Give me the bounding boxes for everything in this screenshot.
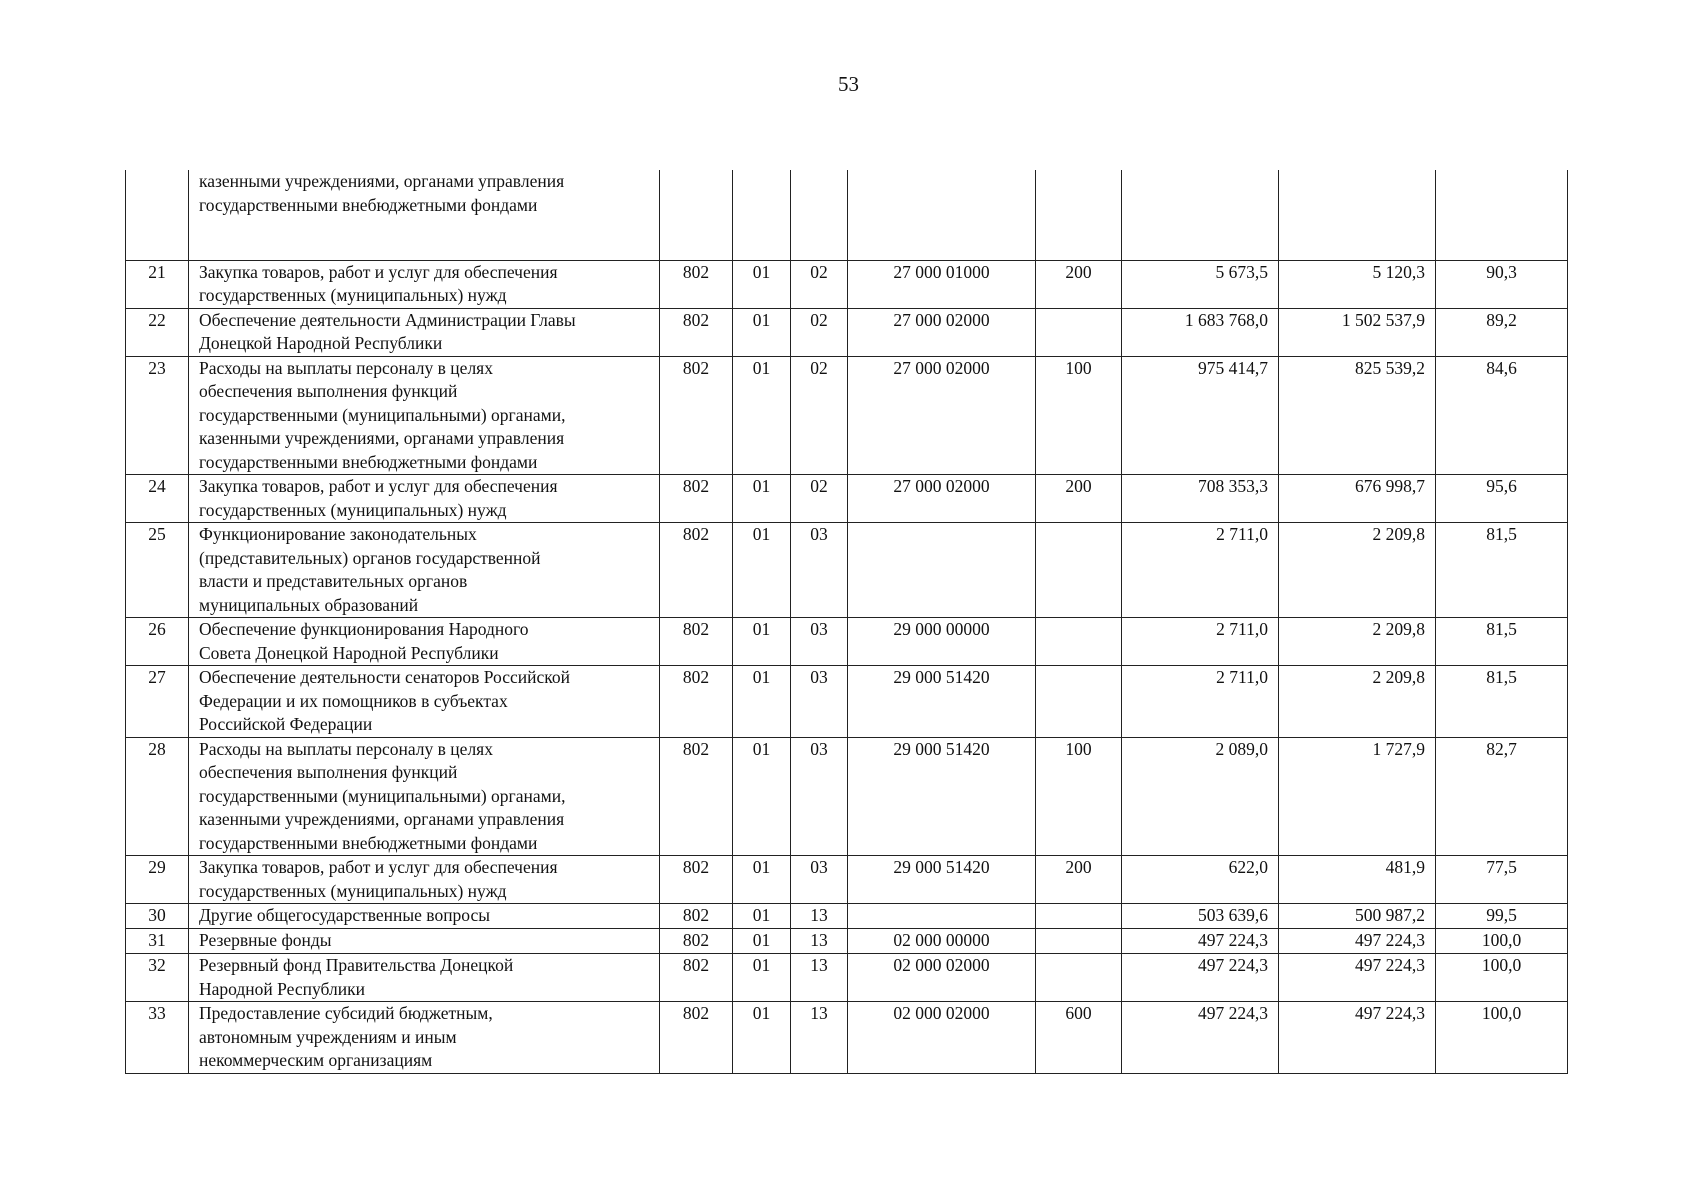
row-number-cell: 24	[126, 475, 189, 523]
expense-name-line: Закупка товаров, работ и услуг для обеспечения	[199, 476, 558, 496]
planned-amount-cell	[1122, 170, 1279, 260]
row-number-cell: 30	[126, 904, 189, 929]
expense-type-cell: 100	[1036, 356, 1122, 475]
execution-percent-cell: 89,2	[1436, 308, 1568, 356]
planned-amount-cell: 708 353,3	[1122, 475, 1279, 523]
target-article-cell: 27 000 01000	[848, 260, 1036, 308]
grbs-code-cell: 802	[660, 260, 733, 308]
actual-amount-cell: 1 502 537,9	[1279, 308, 1436, 356]
execution-percent-cell: 84,6	[1436, 356, 1568, 475]
subsection-code-cell: 13	[791, 954, 848, 1002]
target-article-cell: 29 000 00000	[848, 618, 1036, 666]
section-code-cell: 01	[733, 1002, 791, 1074]
expense-name-line: (представительных) органов государственной	[199, 547, 541, 568]
actual-amount-cell: 2 209,8	[1279, 523, 1436, 618]
row-number-cell: 33	[126, 1002, 189, 1074]
expense-name-line: Совета Донецкой Народной Республики	[199, 642, 499, 663]
expense-name-cell	[189, 308, 660, 356]
subsection-code-cell: 13	[791, 929, 848, 954]
expense-name-line: Резервные фонды	[199, 930, 332, 950]
execution-percent-cell: 100,0	[1436, 1002, 1568, 1074]
planned-amount-cell: 622,0	[1122, 856, 1279, 904]
expense-name-line: государственными (муниципальными) органами,	[199, 404, 566, 425]
expense-name-cell	[189, 260, 660, 308]
row-number-cell: 28	[126, 737, 189, 856]
target-article-cell	[848, 904, 1036, 929]
section-code-cell: 01	[733, 618, 791, 666]
expense-type-cell	[1036, 170, 1122, 260]
row-number-cell: 22	[126, 308, 189, 356]
table-body	[126, 170, 1568, 1073]
expense-name-line: Расходы на выплаты персоналу в целях	[199, 738, 493, 759]
target-article-cell	[848, 170, 1036, 260]
actual-amount-cell: 500 987,2	[1279, 904, 1436, 929]
expense-name-line: Предоставление субсидий бюджетным,	[199, 1003, 493, 1023]
section-code-cell: 01	[733, 929, 791, 954]
expense-name-line: автономным учреждениям и иным	[199, 1026, 457, 1047]
expense-type-cell	[1036, 954, 1122, 1002]
expense-name-line: обеспечения выполнения функций	[199, 381, 458, 401]
planned-amount-cell: 497 224,3	[1122, 954, 1279, 1002]
expense-name-line: Народной Республики	[199, 978, 365, 999]
expense-name-cell	[189, 954, 660, 1002]
table-row	[126, 1002, 1568, 1074]
grbs-code-cell: 802	[660, 1002, 733, 1074]
expense-type-cell: 200	[1036, 856, 1122, 904]
planned-amount-cell: 975 414,7	[1122, 356, 1279, 475]
section-code-cell: 01	[733, 856, 791, 904]
expense-name-line: казенными учреждениями, органами управления	[199, 171, 565, 191]
expense-type-cell: 100	[1036, 737, 1122, 856]
planned-amount-cell: 497 224,3	[1122, 1002, 1279, 1074]
table-row	[126, 856, 1568, 904]
planned-amount-cell: 2 711,0	[1122, 523, 1279, 618]
expense-type-cell: 200	[1036, 475, 1122, 523]
expense-name-line: государственными внебюджетными фондами	[199, 832, 538, 853]
expense-type-cell	[1036, 929, 1122, 954]
expense-name-line: власти и представительных органов	[199, 571, 468, 591]
row-number-cell: 26	[126, 618, 189, 666]
execution-percent-cell: 81,5	[1436, 618, 1568, 666]
expense-name-line: государственных (муниципальных) нужд	[199, 499, 507, 520]
grbs-code-cell: 802	[660, 618, 733, 666]
section-code-cell: 01	[733, 904, 791, 929]
section-code-cell: 01	[733, 475, 791, 523]
planned-amount-cell: 5 673,5	[1122, 260, 1279, 308]
expense-name-cell	[189, 618, 660, 666]
grbs-code-cell: 802	[660, 904, 733, 929]
actual-amount-cell: 825 539,2	[1279, 356, 1436, 475]
execution-percent-cell: 81,5	[1436, 666, 1568, 738]
execution-percent-cell: 95,6	[1436, 475, 1568, 523]
expense-name-line: государственных (муниципальных) нужд	[199, 285, 507, 305]
target-article-cell: 29 000 51420	[848, 666, 1036, 738]
actual-amount-cell: 481,9	[1279, 856, 1436, 904]
execution-percent-cell	[1436, 170, 1568, 260]
row-number-cell: 31	[126, 929, 189, 954]
grbs-code-cell: 802	[660, 737, 733, 856]
expense-name-line: Обеспечение деятельности Администрации Главы	[199, 309, 576, 330]
expense-name-line: обеспечения выполнения функций	[199, 762, 458, 782]
expense-name-line: Закупка товаров, работ и услуг для обеспечения	[199, 261, 558, 282]
subsection-code-cell: 02	[791, 308, 848, 356]
row-number-cell: 21	[126, 260, 189, 308]
table-row	[126, 475, 1568, 523]
expense-name-line: Функционирование законодательных	[199, 524, 477, 544]
table-row	[126, 737, 1568, 856]
target-article-cell: 27 000 02000	[848, 308, 1036, 356]
expense-name-cell	[189, 904, 660, 929]
expense-type-cell: 600	[1036, 1002, 1122, 1074]
expense-name-line: Другие общегосударственные вопросы	[199, 905, 491, 925]
grbs-code-cell: 802	[660, 356, 733, 475]
expense-type-cell	[1036, 308, 1122, 356]
expense-name-line: Федерации и их помощников в субъектах	[199, 690, 508, 711]
expense-name-line: Закупка товаров, работ и услуг для обеспечения	[199, 857, 558, 877]
execution-percent-cell: 100,0	[1436, 929, 1568, 954]
section-code-cell: 01	[733, 523, 791, 618]
row-number-cell: 25	[126, 523, 189, 618]
target-article-cell: 27 000 02000	[848, 356, 1036, 475]
section-code-cell	[733, 170, 791, 260]
target-article-cell: 27 000 02000	[848, 475, 1036, 523]
planned-amount-cell: 497 224,3	[1122, 929, 1279, 954]
actual-amount-cell: 5 120,3	[1279, 260, 1436, 308]
expense-name-line: Обеспечение деятельности сенаторов Российской	[199, 667, 570, 687]
expense-name-cell	[189, 1002, 660, 1074]
section-code-cell: 01	[733, 666, 791, 738]
table-row	[126, 308, 1568, 356]
actual-amount-cell	[1279, 170, 1436, 260]
expense-name-line: казенными учреждениями, органами управления	[199, 428, 565, 448]
table-row	[126, 618, 1568, 666]
subsection-code-cell: 03	[791, 523, 848, 618]
table-row	[126, 523, 1568, 618]
page-number: 53	[838, 72, 859, 96]
execution-percent-cell: 82,7	[1436, 737, 1568, 856]
expense-name-line: казенными учреждениями, органами управления	[199, 809, 565, 829]
target-article-cell: 29 000 51420	[848, 737, 1036, 856]
expense-name-line: государственными (муниципальными) органами,	[199, 785, 566, 806]
grbs-code-cell	[660, 170, 733, 260]
expense-name-line: некоммерческим организациям	[199, 1050, 433, 1070]
grbs-code-cell: 802	[660, 954, 733, 1002]
actual-amount-cell: 497 224,3	[1279, 954, 1436, 1002]
planned-amount-cell: 2 711,0	[1122, 666, 1279, 738]
section-code-cell: 01	[733, 260, 791, 308]
expense-name-line: Донецкой Народной Республики	[199, 333, 443, 353]
section-code-cell: 01	[733, 308, 791, 356]
expense-type-cell	[1036, 904, 1122, 929]
expense-type-cell	[1036, 523, 1122, 618]
expense-name-cell	[189, 523, 660, 618]
expense-name-line: муниципальных образований	[199, 594, 419, 615]
subsection-code-cell: 02	[791, 260, 848, 308]
actual-amount-cell: 497 224,3	[1279, 1002, 1436, 1074]
target-article-cell	[848, 523, 1036, 618]
execution-percent-cell: 99,5	[1436, 904, 1568, 929]
subsection-code-cell: 13	[791, 1002, 848, 1074]
subsection-code-cell: 03	[791, 618, 848, 666]
execution-percent-cell: 90,3	[1436, 260, 1568, 308]
execution-percent-cell: 77,5	[1436, 856, 1568, 904]
expense-type-cell: 200	[1036, 260, 1122, 308]
target-article-cell: 02 000 02000	[848, 954, 1036, 1002]
section-code-cell: 01	[733, 356, 791, 475]
section-code-cell: 01	[733, 954, 791, 1002]
subsection-code-cell: 03	[791, 737, 848, 856]
expense-name-cell	[189, 737, 660, 856]
expense-name-cell	[189, 856, 660, 904]
table-row	[126, 929, 1568, 954]
table-row	[126, 170, 1568, 260]
row-number-cell: 23	[126, 356, 189, 475]
row-number-cell: 32	[126, 954, 189, 1002]
table-row	[126, 356, 1568, 475]
actual-amount-cell: 1 727,9	[1279, 737, 1436, 856]
execution-percent-cell: 100,0	[1436, 954, 1568, 1002]
row-number-cell: 29	[126, 856, 189, 904]
planned-amount-cell: 503 639,6	[1122, 904, 1279, 929]
planned-amount-cell: 1 683 768,0	[1122, 308, 1279, 356]
subsection-code-cell: 13	[791, 904, 848, 929]
grbs-code-cell: 802	[660, 475, 733, 523]
expense-name-cell	[189, 356, 660, 475]
target-article-cell: 29 000 51420	[848, 856, 1036, 904]
actual-amount-cell: 2 209,8	[1279, 618, 1436, 666]
section-code-cell: 01	[733, 737, 791, 856]
table-row	[126, 666, 1568, 738]
grbs-code-cell: 802	[660, 929, 733, 954]
budget-table	[125, 170, 1568, 1074]
grbs-code-cell: 802	[660, 308, 733, 356]
expense-name-line: Резервный фонд Правительства Донецкой	[199, 955, 514, 975]
grbs-code-cell: 802	[660, 523, 733, 618]
expense-name-line: Обеспечение функционирования Народного	[199, 619, 529, 639]
expense-name-cell	[189, 666, 660, 738]
actual-amount-cell: 497 224,3	[1279, 929, 1436, 954]
expense-type-cell	[1036, 618, 1122, 666]
subsection-code-cell	[791, 170, 848, 260]
expense-name-line: Российской Федерации	[199, 714, 373, 734]
table-row	[126, 904, 1568, 929]
subsection-code-cell: 02	[791, 475, 848, 523]
expense-name-cell	[189, 170, 660, 260]
table-row	[126, 260, 1568, 308]
subsection-code-cell: 03	[791, 666, 848, 738]
execution-percent-cell: 81,5	[1436, 523, 1568, 618]
target-article-cell: 02 000 00000	[848, 929, 1036, 954]
grbs-code-cell: 802	[660, 856, 733, 904]
expense-name-line: государственными внебюджетными фондами	[199, 194, 538, 215]
expense-name-line: государственных (муниципальных) нужд	[199, 880, 507, 901]
expense-name-line: государственными внебюджетными фондами	[199, 451, 538, 472]
table-row	[126, 954, 1568, 1002]
subsection-code-cell: 02	[791, 356, 848, 475]
subsection-code-cell: 03	[791, 856, 848, 904]
expense-type-cell	[1036, 666, 1122, 738]
actual-amount-cell: 2 209,8	[1279, 666, 1436, 738]
expense-name-line: Расходы на выплаты персоналу в целях	[199, 357, 493, 378]
target-article-cell: 02 000 02000	[848, 1002, 1036, 1074]
planned-amount-cell: 2 711,0	[1122, 618, 1279, 666]
row-number-cell: 27	[126, 666, 189, 738]
expense-name-cell	[189, 929, 660, 954]
grbs-code-cell: 802	[660, 666, 733, 738]
actual-amount-cell: 676 998,7	[1279, 475, 1436, 523]
planned-amount-cell: 2 089,0	[1122, 737, 1279, 856]
expense-name-cell	[189, 475, 660, 523]
row-number-cell	[126, 170, 189, 260]
